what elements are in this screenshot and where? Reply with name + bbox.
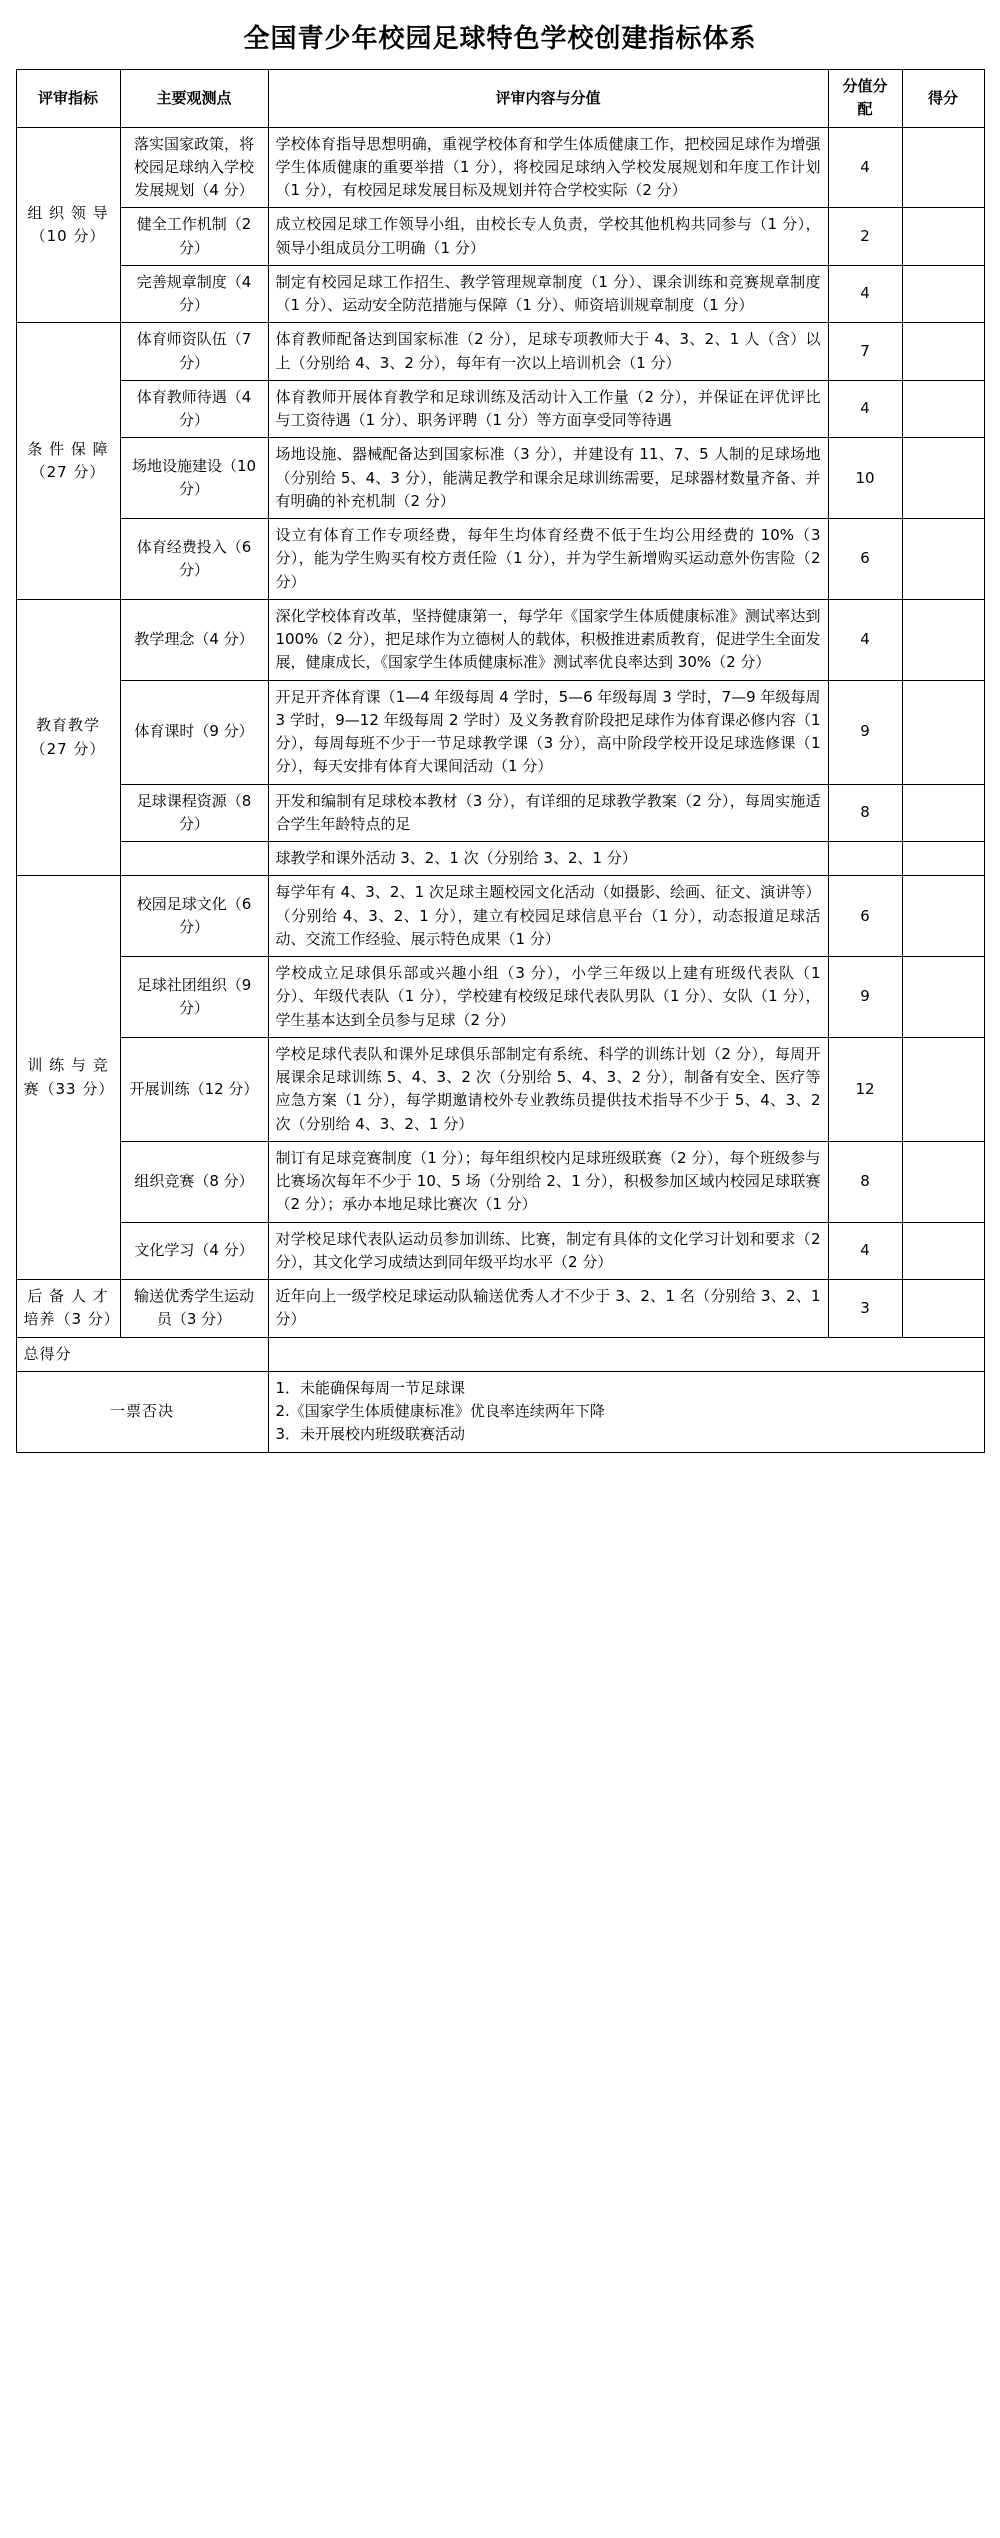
point-cell: 健全工作机制（2 分） (120, 208, 268, 266)
got-cell[interactable] (902, 1037, 984, 1141)
column-header-dimension: 评审指标 (16, 70, 120, 128)
dimension-cell-conditions: 条 件 保 障（27 分） (16, 323, 120, 600)
total-score-label: 总得分 (16, 1337, 268, 1371)
dimension-cell-training: 训 练 与 竞 赛（33 分） (16, 876, 120, 1280)
point-cell: 体育师资队伍（7 分） (120, 323, 268, 381)
content-cell: 成立校园足球工作领导小组，由校长专人负责，学校其他机构共同参与（1 分），领导小组成员分工明确（1 分） (268, 208, 828, 266)
table-row (16, 1037, 984, 1141)
point-cell: 场地设施建设（10 分） (120, 438, 268, 519)
table-header (16, 70, 984, 128)
table-row (16, 519, 984, 600)
point-cell (120, 842, 268, 876)
score-cell: 12 (828, 1037, 902, 1141)
content-cell: 学校成立足球俱乐部或兴趣小组（3 分），小学三年级以上建有班级代表队（1 分）、年级代表队（1 分），学校建有校级足球代表队男队（1 分）、女队（1 分），学生基本达到全员参与足球（2 分） (268, 957, 828, 1038)
got-cell[interactable] (902, 599, 984, 680)
point-cell: 输送优秀学生运动员（3 分） (120, 1280, 268, 1338)
veto-item-2: 2.《国家学生体质健康标准》优良率连续两年下降 (275, 1402, 605, 1420)
got-cell[interactable] (902, 519, 984, 600)
table-body (16, 127, 984, 1452)
got-cell[interactable] (902, 265, 984, 323)
table-row (16, 438, 984, 519)
point-cell: 落实国家政策，将校园足球纳入学校发展规划（4 分） (120, 127, 268, 208)
score-cell: 6 (828, 876, 902, 957)
score-cell: 4 (828, 1222, 902, 1280)
veto-item-3: 3．未开展校内班级联赛活动 (275, 1425, 466, 1444)
got-cell[interactable] (902, 957, 984, 1038)
point-cell: 教学理念（4 分） (120, 599, 268, 680)
score-cell: 10 (828, 438, 902, 519)
column-header-point: 主要观测点 (120, 70, 268, 128)
point-cell: 足球社团组织（9 分） (120, 957, 268, 1038)
score-cell: 8 (828, 1141, 902, 1222)
point-cell: 体育经费投入（6 分） (120, 519, 268, 600)
score-cell: 7 (828, 323, 902, 381)
score-cell (828, 842, 902, 876)
got-cell[interactable] (902, 1280, 984, 1338)
got-cell[interactable] (902, 1141, 984, 1222)
table-row (16, 599, 984, 680)
got-cell[interactable] (902, 208, 984, 266)
point-cell: 完善规章制度（4 分） (120, 265, 268, 323)
table-row (16, 380, 984, 438)
dimension-cell-teaching: 教育教学（27 分） (16, 599, 120, 876)
dimension-cell-talent: 后 备 人 才 培养（3 分） (16, 1280, 120, 1338)
content-cell: 制订有足球竞赛制度（1 分）；每年组织校内足球班级联赛（2 分），每个班级参与比赛场次每年不少于 10、5 场（分别给 2、1 分），积极参加区域内校园足球联赛（2 分）；承办本地足球比赛次（1 分） (268, 1141, 828, 1222)
table-row (16, 265, 984, 323)
table-row (16, 1141, 984, 1222)
total-score-value[interactable] (268, 1337, 984, 1371)
score-cell: 4 (828, 127, 902, 208)
column-header-score: 分值分配 (828, 70, 902, 128)
content-cell: 近年向上一级学校足球运动队输送优秀人才不少于 3、2、1 名（分别给 3、2、1 分） (268, 1280, 828, 1338)
point-cell: 体育教师待遇（4 分） (120, 380, 268, 438)
got-cell[interactable] (902, 1222, 984, 1280)
column-header-got: 得分 (902, 70, 984, 128)
got-cell[interactable] (902, 680, 984, 784)
got-cell[interactable] (902, 323, 984, 381)
content-cell: 设立有体育工作专项经费，每年生均体育经费不低于生均公用经费的 10%（3 分），能为学生购买有校方责任险（1 分），并为学生新增购买运动意外伤害险（2 分） (268, 519, 828, 600)
table-row (16, 876, 984, 957)
page-title: 全国青少年校园足球特色学校创建指标体系 (243, 24, 757, 54)
content-cell: 学校足球代表队和课外足球俱乐部制定有系统、科学的训练计划（2 分），每周开展课余足球训练 5、4、3、2 次（分别给 5、4、3、2 分），制备有安全、医疗等应急方案（1 分），每学期邀请校外专业教练员提供技术指导不少于 5、4、3、2 次（分别给 4、3、2、1 分） (268, 1037, 828, 1141)
got-cell[interactable] (902, 876, 984, 957)
content-cell: 开发和编制有足球校本教材（3 分），有详细的足球教学教案（2 分），每周实施适合学生年龄特点的足 (268, 784, 828, 842)
table-row (16, 323, 984, 381)
table-row (16, 680, 984, 784)
content-cell: 每学年有 4、3、2、1 次足球主题校园文化活动（如摄影、绘画、征文、演讲等）（分别给 4、3、2、1 分），建立有校园足球信息平台（1 分），动态报道足球活动、交流工作经验、展示特色成果（1 分） (268, 876, 828, 957)
table-row (16, 1280, 984, 1338)
content-cell: 制定有校园足球工作招生、教学管理规章制度（1 分）、课余训练和竞赛规章制度（1 分）、运动安全防范措施与保障（1 分）、师资培训规章制度（1 分） (268, 265, 828, 323)
table-row (16, 1222, 984, 1280)
point-cell: 组织竞赛（8 分） (120, 1141, 268, 1222)
point-cell: 文化学习（4 分） (120, 1222, 268, 1280)
score-cell: 9 (828, 680, 902, 784)
content-cell: 体育教师开展体育教学和足球训练及活动计入工作量（2 分），并保证在评优评比与工资待遇（1 分）、职务评聘（1 分）等方面享受同等待遇 (268, 380, 828, 438)
score-cell: 8 (828, 784, 902, 842)
got-cell[interactable] (902, 438, 984, 519)
veto-label: 一票否决 (16, 1371, 268, 1452)
score-cell: 4 (828, 380, 902, 438)
score-cell: 2 (828, 208, 902, 266)
got-cell[interactable] (902, 784, 984, 842)
content-cell: 对学校足球代表队运动员参加训练、比赛，制定有具体的文化学习计划和要求（2 分），其文化学习成绩达到同年级平均水平（2 分） (268, 1222, 828, 1280)
got-cell[interactable] (902, 842, 984, 876)
score-cell: 4 (828, 265, 902, 323)
table-header-row (16, 70, 984, 128)
got-cell[interactable] (902, 380, 984, 438)
veto-row (16, 1371, 984, 1452)
table-row (16, 208, 984, 266)
dimension-cell-organization: 组 织 领 导（10 分） (16, 127, 120, 323)
content-cell: 开足开齐体育课（1—4 年级每周 4 学时，5—6 年级每周 3 学时，7—9 年级每周 3 学时，9—12 年级每周 2 学时）及义务教育阶段把足球作为体育课必修内容（1 分），每周每班不少于一节足球教学课（3 分），高中阶段学校开设足球选修课（1 分），每天安排有体育大课间活动（1 分） (268, 680, 828, 784)
score-cell: 3 (828, 1280, 902, 1338)
table-row (16, 127, 984, 208)
indicator-table (16, 69, 985, 1453)
table-row (16, 842, 984, 876)
score-cell: 4 (828, 599, 902, 680)
total-row (16, 1337, 984, 1371)
point-cell: 开展训练（12 分） (120, 1037, 268, 1141)
point-cell: 校园足球文化（6 分） (120, 876, 268, 957)
content-cell: 球教学和课外活动 3、2、1 次（分别给 3、2、1 分） (268, 842, 828, 876)
content-cell: 学校体育指导思想明确，重视学校体育和学生体质健康工作，把校园足球作为增强学生体质健康的重要举措（1 分），将校园足球纳入学校发展规划和年度工作计划（1 分），有校园足球发展目标及规划并符合学校实际（2 分） (268, 127, 828, 208)
table-row (16, 957, 984, 1038)
point-cell: 足球课程资源（8 分） (120, 784, 268, 842)
table-row (16, 784, 984, 842)
veto-content (268, 1371, 984, 1452)
got-cell[interactable] (902, 127, 984, 208)
content-cell: 深化学校体育改革，坚持健康第一，每学年《国家学生体质健康标准》测试率达到 100%（2 分），把足球作为立德树人的载体，积极推进素质教育，促进学生全面发展，健康成长，《国家学生体质健康标准》测试率优良率达到 30%（2 分） (268, 599, 828, 680)
content-cell: 体育教师配备达到国家标准（2 分），足球专项教师大于 4、3、2、1 人（含）以上（分别给 4、3、2 分），每年有一次以上培训机会（1 分） (268, 323, 828, 381)
point-cell: 体育课时（9 分） (120, 680, 268, 784)
content-cell: 场地设施、器械配备达到国家标准（3 分），并建设有 11、7、5 人制的足球场地（分别给 5、4、3 分），能满足教学和课余足球训练需要，足球器材数量齐备、并有明确的补充机制（2 分） (268, 438, 828, 519)
column-header-content: 评审内容与分值 (268, 70, 828, 128)
score-cell: 9 (828, 957, 902, 1038)
score-cell: 6 (828, 519, 902, 600)
veto-item-1: 1．未能确保每周一节足球课 (275, 1378, 466, 1397)
